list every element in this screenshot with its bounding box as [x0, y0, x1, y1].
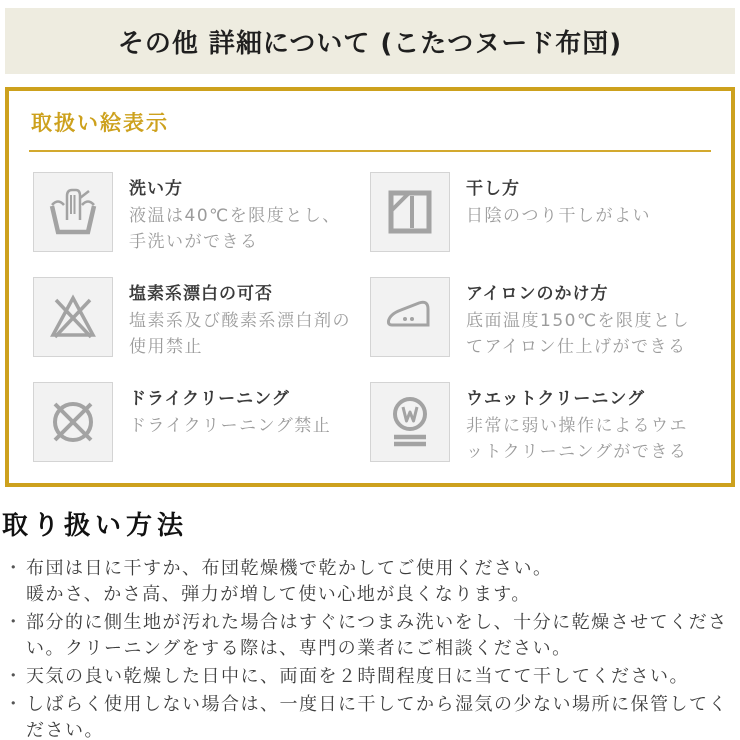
list-item [2, 610, 735, 662]
care-symbol-text [466, 172, 698, 230]
page-title-banner [5, 8, 735, 74]
handling-section [2, 505, 735, 740]
no-dry-cleaning-icon [33, 382, 113, 462]
wet-cleaning-icon [370, 382, 450, 462]
care-symbols-grid [29, 172, 711, 465]
list-item [2, 664, 735, 690]
care-symbol-description: 液温は40℃を限度とし、手洗いができる [129, 206, 341, 252]
list-item-text: しばらく使用しない場合は、一度日に干してから湿気の少ない場所に保管してください。 [26, 694, 728, 740]
list-item [2, 692, 735, 740]
list-item-text: 天気の良い乾燥した日中に、両面を２時間程度日に当てて干してください。 [26, 666, 689, 687]
page [0, 8, 740, 740]
care-symbol-text [129, 382, 361, 440]
hand-wash-icon [33, 172, 113, 252]
care-symbol-title: ウエットクリーニング [466, 389, 645, 409]
no-bleach-icon [33, 277, 113, 357]
page-title: その他 詳細について (こたつヌード布団) [117, 28, 623, 59]
care-symbol-title: ドライクリーニング [129, 389, 290, 409]
list-item-text: 部分的に側生地が汚れた場合はすぐにつまみ洗いをし、十分に乾燥させてください。クリーニングをする際は、専門の業者にご相談ください。 [26, 612, 728, 659]
care-symbol-item-bleach [33, 277, 370, 360]
care-symbol-text [129, 172, 361, 255]
care-symbol-title: 干し方 [466, 179, 520, 199]
care-symbol-item-iron [370, 277, 707, 360]
list-item [2, 556, 735, 608]
care-symbols-heading: 取扱い絵表示 [29, 105, 711, 152]
bullet-marker: ・ [4, 694, 24, 715]
shade-dry-icon [370, 172, 450, 252]
care-symbol-description: ドライクリーニング禁止 [129, 416, 332, 436]
care-symbol-title: 塩素系漂白の可否 [129, 284, 273, 304]
care-symbol-description: 非常に弱い操作によるウエットクリーニングができる [466, 416, 688, 462]
care-symbol-item-dry [370, 172, 707, 255]
care-symbol-text [129, 277, 361, 360]
bullet-marker: ・ [4, 558, 24, 579]
care-symbols-box [5, 87, 735, 487]
care-symbol-item-dryclean [33, 382, 370, 465]
bullet-marker: ・ [4, 666, 24, 687]
care-symbol-item-wetclean [370, 382, 707, 465]
care-symbol-description: 底面温度150℃を限度としてアイロン仕上げができる [466, 311, 691, 357]
handling-list [2, 556, 735, 740]
care-symbol-title: 洗い方 [129, 179, 183, 199]
care-symbol-description: 塩素系及び酸素系漂白剤の使用禁止 [129, 311, 351, 357]
handling-heading: 取り扱い方法 [2, 511, 189, 541]
care-symbol-description: 日陰のつり干しがよい [466, 206, 651, 226]
care-symbol-title: アイロンのかけ方 [466, 284, 609, 304]
list-item-text: 布団は日に干すか、布団乾燥機で乾かしてご使用ください。 暖かさ、かさ高、弾力が増して使い心地が良くなります。 [26, 558, 553, 605]
bullet-marker: ・ [4, 612, 24, 633]
care-symbol-text [466, 277, 698, 360]
care-symbol-text [466, 382, 698, 465]
care-symbol-item-wash [33, 172, 370, 255]
iron-icon [370, 277, 450, 357]
